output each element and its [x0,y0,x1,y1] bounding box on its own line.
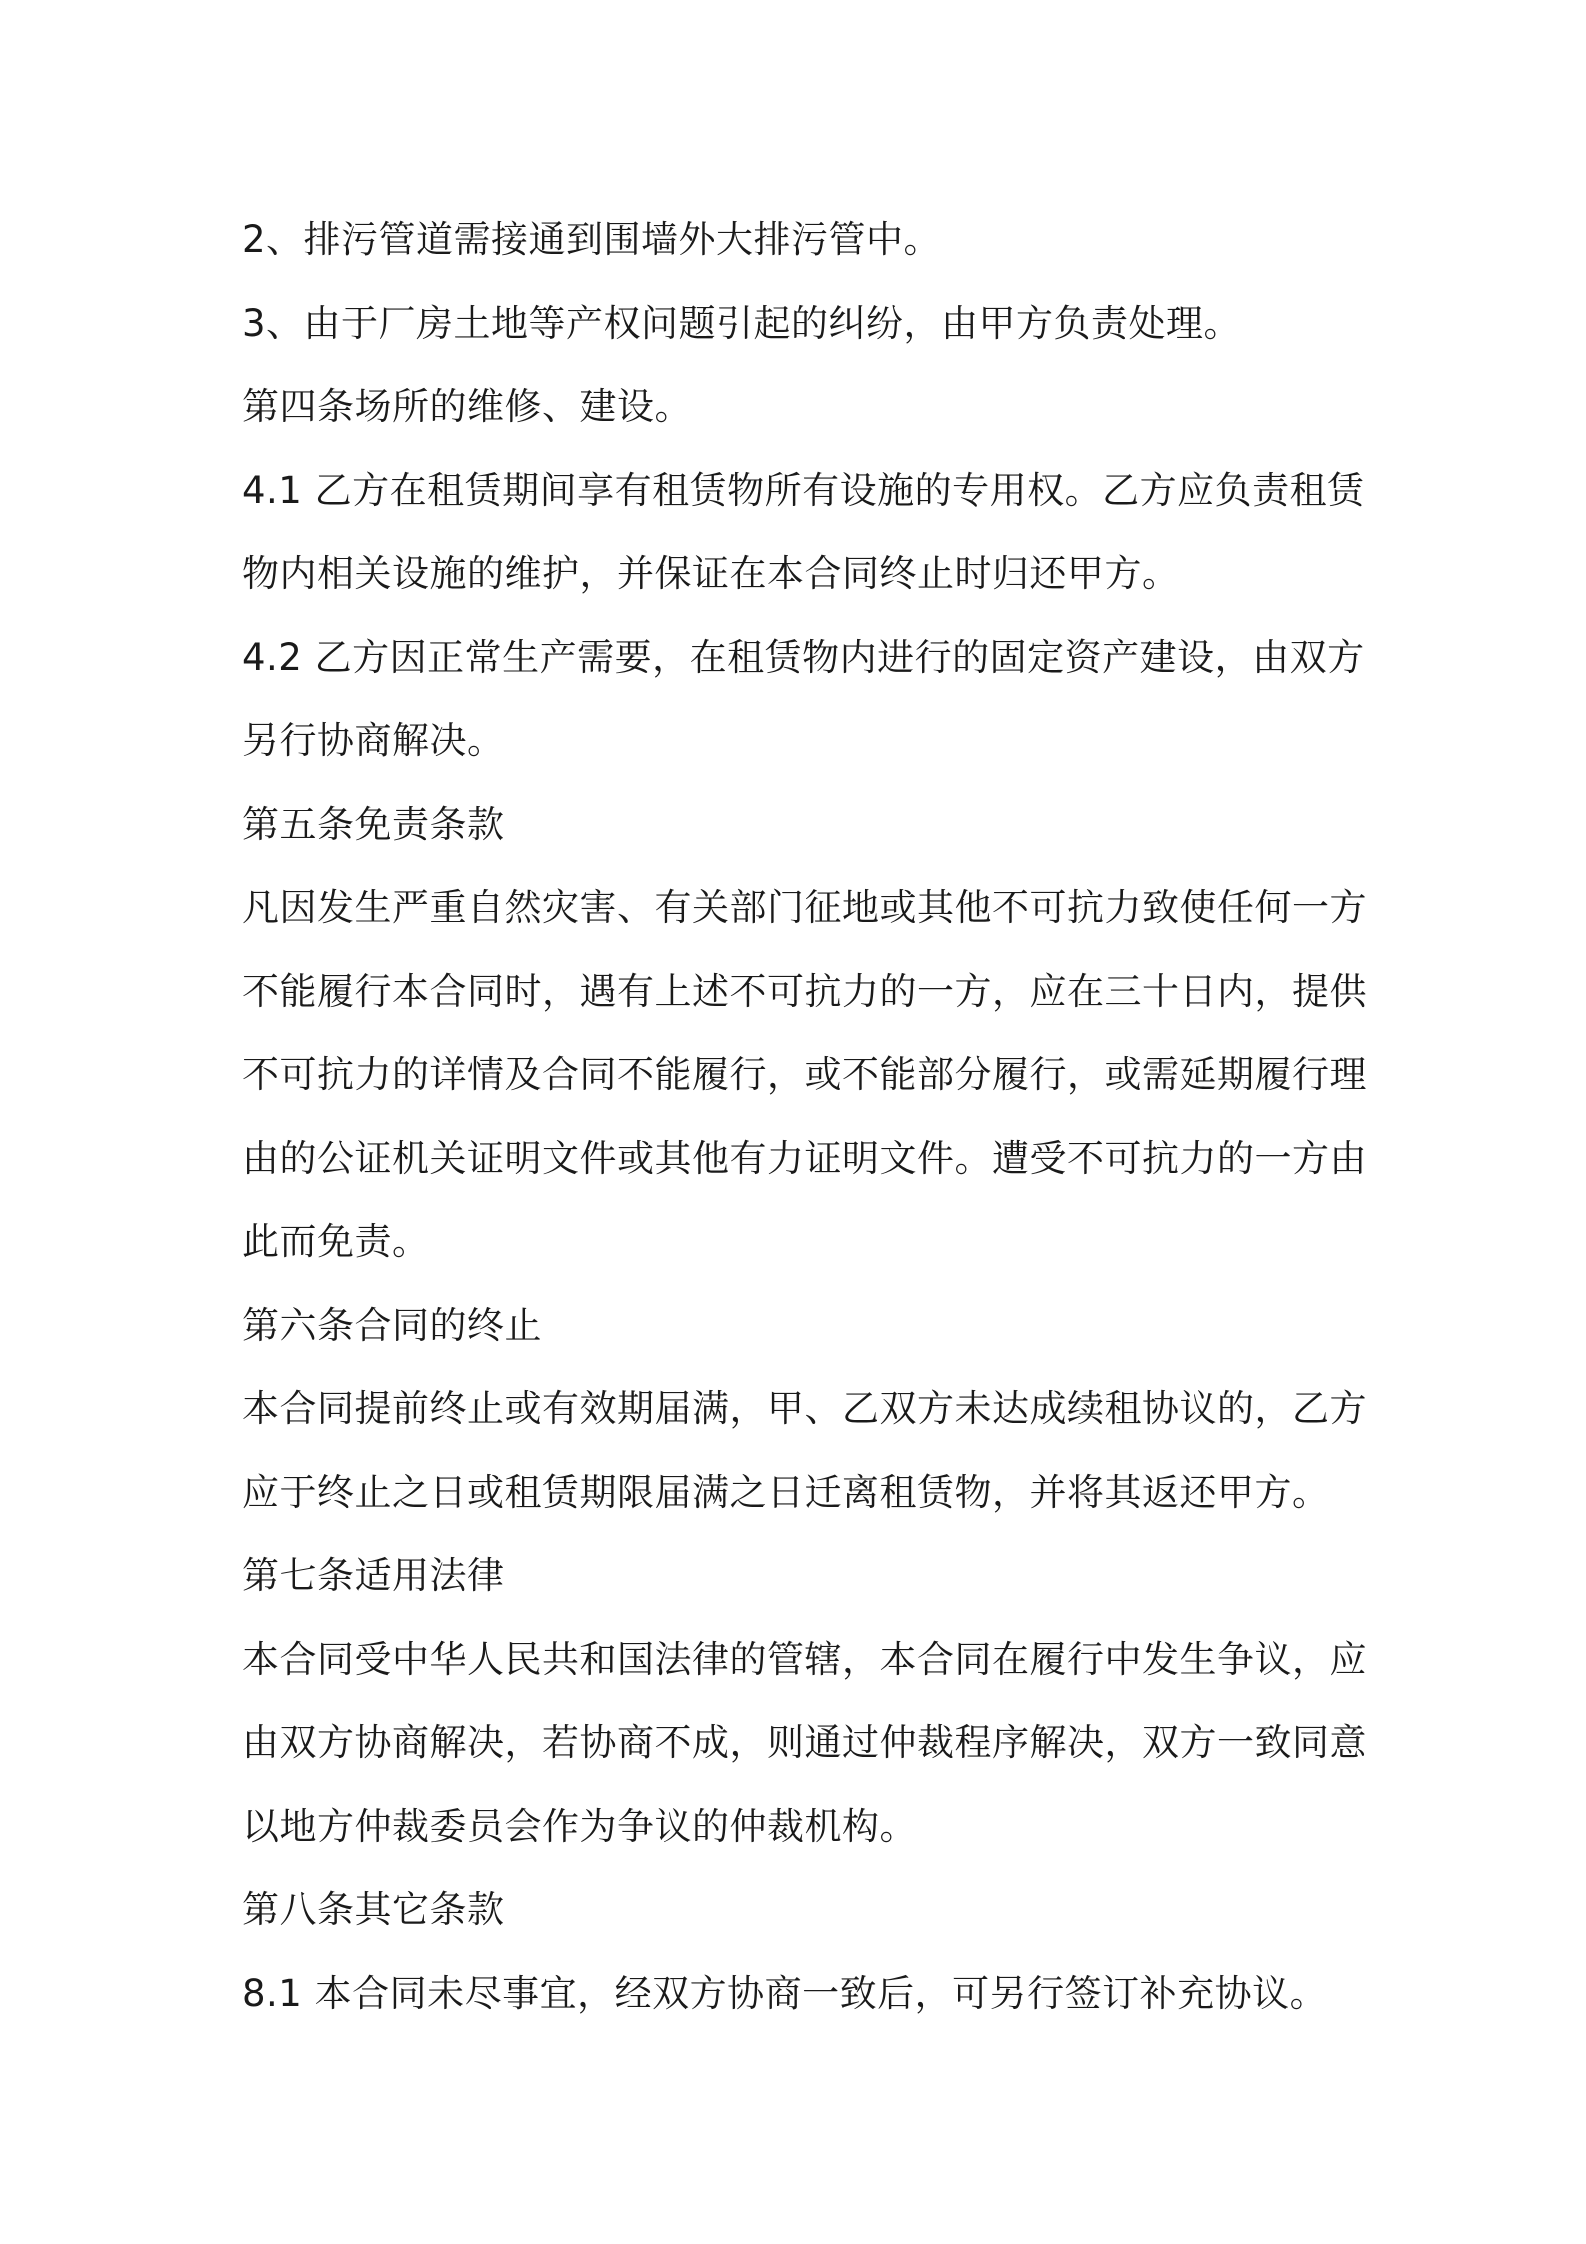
section-heading: 第七条适用法律 [242,1554,505,1597]
text-line: 本合同提前终止或有效期届满，甲、乙双方未达成续租协议的，乙方 [242,1387,1367,1430]
section-heading: 第八条其它条款 [242,1888,505,1931]
section-heading: 第六条合同的终止 [242,1303,542,1347]
text-line: 此而免责。 [242,1220,430,1263]
text-line: 不能履行本合同时，遇有上述不可抗力的一方，应在三十日内，提供 [242,969,1367,1013]
text-line: 8.1 本合同未尽事宜，经双方协商一致后，可另行签订补充协议。 [242,1971,1328,2015]
text-line: 凡因发生严重自然灾害、有关部门征地或其他不可抗力致使任何一方 [242,886,1367,929]
text-line: 2、排污管道需接通到围墙外大排污管中。 [242,218,942,261]
text-line: 以地方仲裁委员会作为争议的仲裁机构。 [242,1804,917,1848]
section-heading: 第四条场所的维修、建设。 [242,385,692,428]
section-heading: 第五条免责条款 [242,802,505,846]
text-line: 4.2 乙方因正常生产需要，在租赁物内进行的固定资产建设，由双方 [242,635,1365,679]
text-line: 另行协商解决。 [242,719,505,762]
text-line: 3、由于厂房土地等产权问题引起的纠纷，由甲方负责处理。 [242,301,1242,345]
text-line: 本合同受中华人民共和国法律的管辖，本合同在履行中发生争议，应 [242,1637,1367,1681]
text-line: 由双方协商解决，若协商不成，则通过仲裁程序解决，双方一致同意 [242,1721,1367,1764]
text-line: 4.1 乙方在租赁期间享有租赁物所有设施的专用权。乙方应负责租赁 [242,468,1365,512]
text-line: 应于终止之日或租赁期限届满之日迁离租赁物，并将其返还甲方。 [242,1470,1330,1514]
text-line: 物内相关设施的维护，并保证在本合同终止时归还甲方。 [242,552,1180,595]
text-line: 由的公证机关证明文件或其他有力证明文件。遭受不可抗力的一方由 [242,1136,1367,1180]
text-line: 不可抗力的详情及合同不能履行，或不能部分履行，或需延期履行理 [242,1053,1367,1096]
document-body [242,198,1367,2035]
